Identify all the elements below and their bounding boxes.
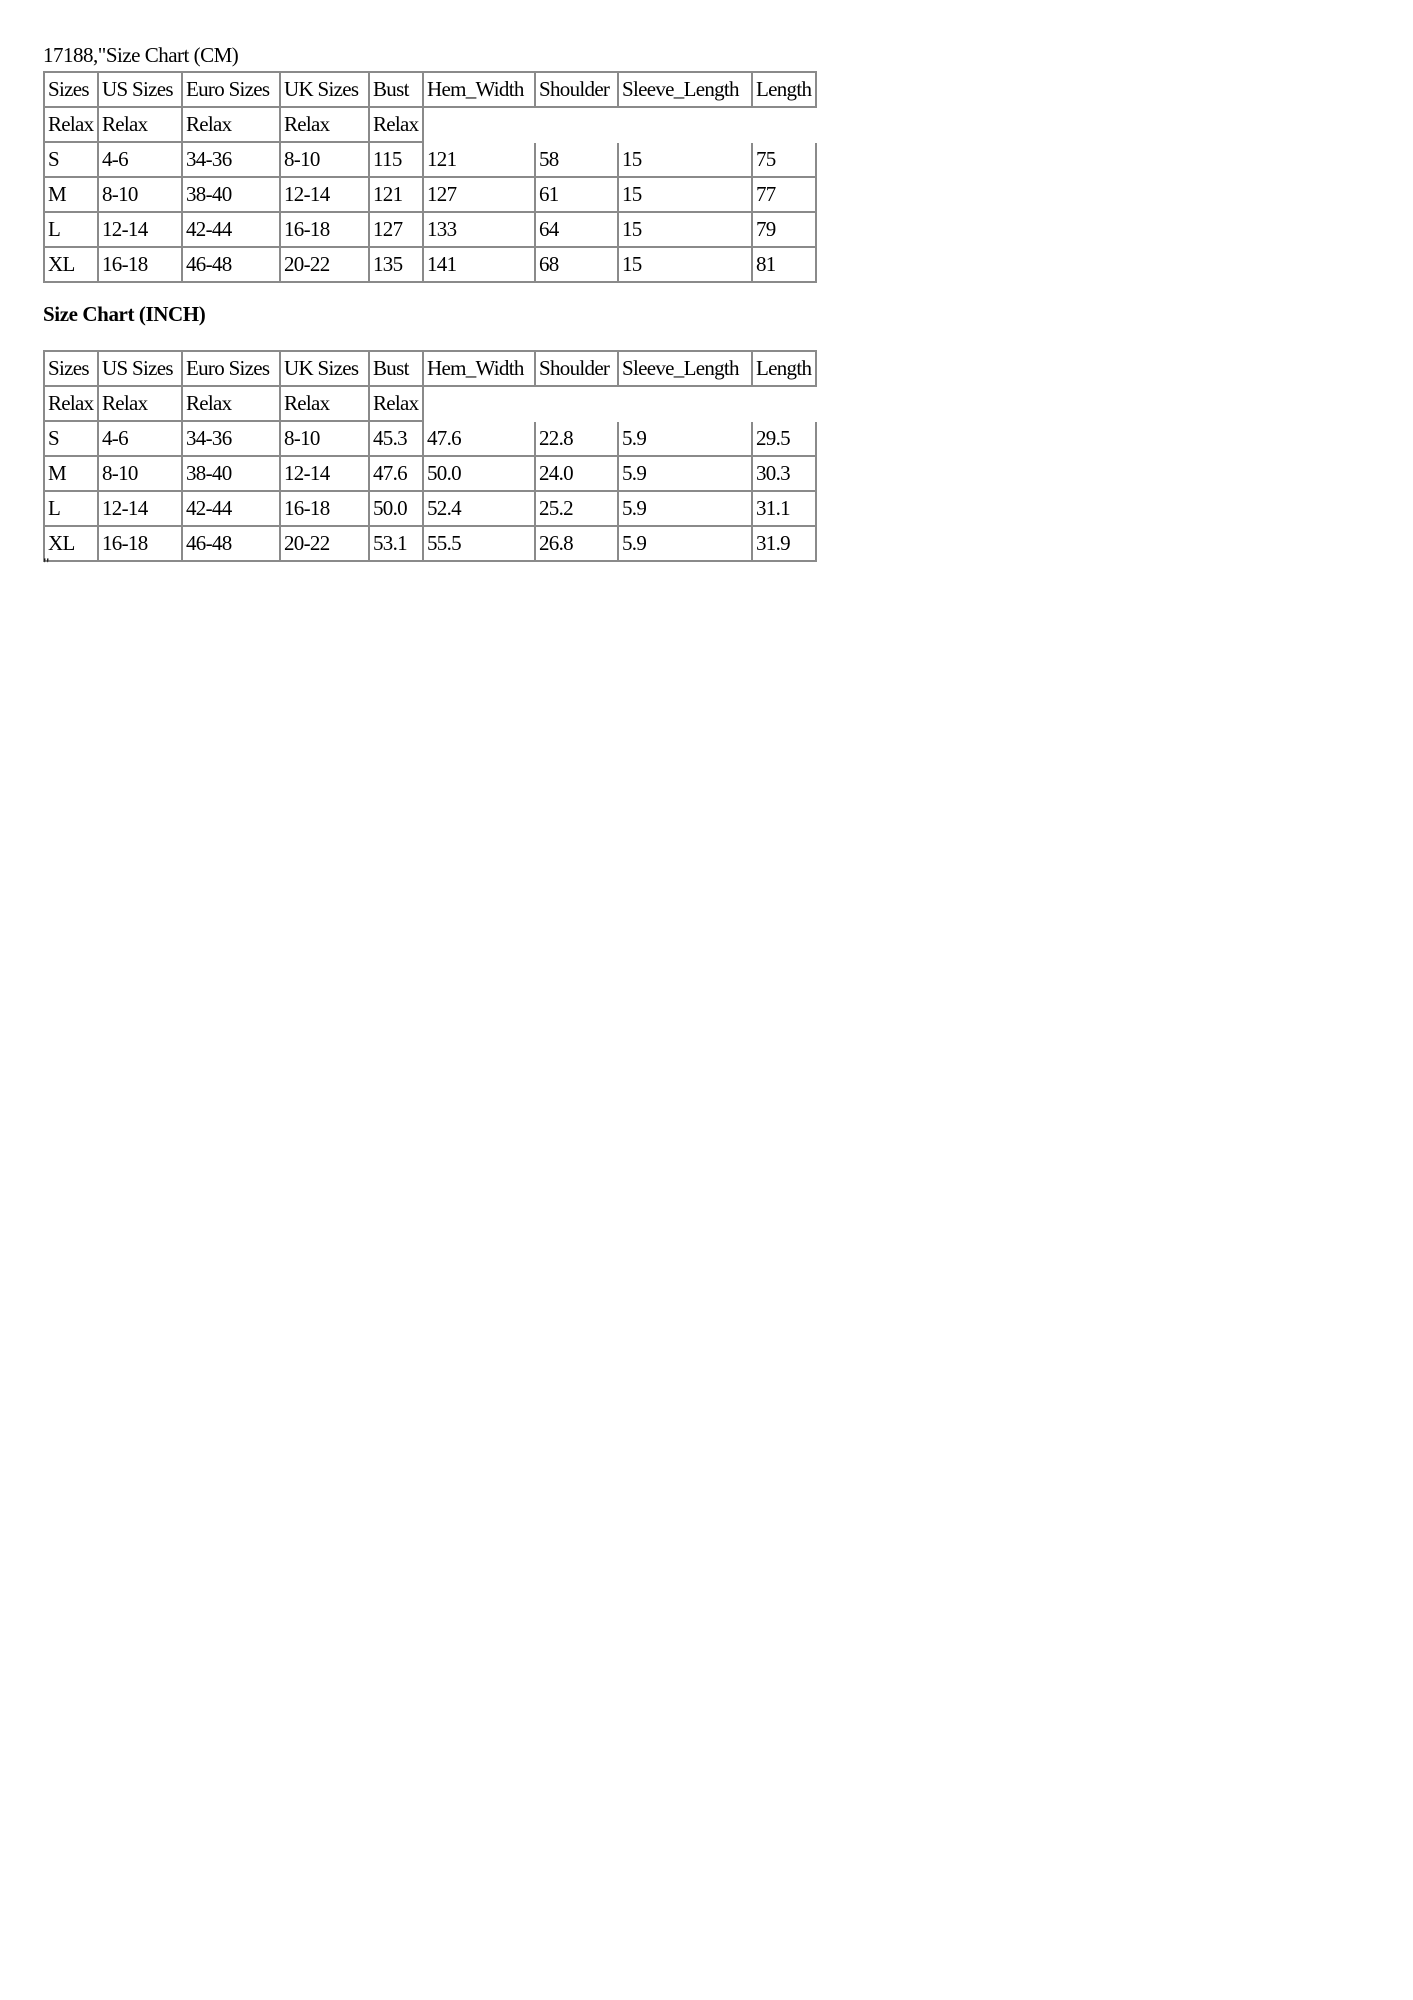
empty-cell [424,387,536,422]
relax-cell: Relax [183,108,281,143]
table-cell: L [45,492,99,527]
header-cell-sleeve-length: Sleeve_Length [619,73,753,108]
table-cell: M [45,457,99,492]
table-header-row [45,352,817,387]
table-cell: 16-18 [99,527,183,562]
table-cell: 127 [370,213,424,248]
header-cell-length: Length [753,352,817,387]
cm-size-chart-heading: 17188,"Size Chart (CM) [43,43,239,67]
table-cell: 42-44 [183,492,281,527]
table-cell: 24.0 [536,457,619,492]
header-cell-us-sizes: US Sizes [99,73,183,108]
table-cell: 30.3 [753,457,817,492]
table-cell: 133 [424,213,536,248]
table-cell: 34-36 [183,422,281,457]
table-cell: 31.9 [753,527,817,562]
table-cell: 34-36 [183,143,281,178]
table-cell: 64 [536,213,619,248]
relax-cell: Relax [183,387,281,422]
relax-row [45,387,817,422]
table-cell: 16-18 [281,213,370,248]
table-cell: 12-14 [99,492,183,527]
relax-cell: Relax [370,387,424,422]
table-cell: 16-18 [281,492,370,527]
table-cell: 15 [619,143,753,178]
table-cell: 8-10 [99,178,183,213]
table-cell: 12-14 [99,213,183,248]
table-cell: 4-6 [99,143,183,178]
table-cell: S [45,422,99,457]
table-row [45,457,817,492]
table-cell: XL [45,527,99,562]
empty-cell [753,387,817,422]
relax-cell: Relax [99,387,183,422]
header-cell-sizes: Sizes [45,352,99,387]
header-cell-bust: Bust [370,73,424,108]
table-cell: 12-14 [281,457,370,492]
table-cell: 135 [370,248,424,283]
table-cell: 42-44 [183,213,281,248]
header-cell-hem-width: Hem_Width [424,352,536,387]
table-cell: 26.8 [536,527,619,562]
table-header-row [45,73,817,108]
table-row [45,248,817,283]
empty-cell [424,108,536,143]
table-cell: 5.9 [619,527,753,562]
header-cell-euro-sizes: Euro Sizes [183,352,281,387]
table-cell: 61 [536,178,619,213]
table-cell: 141 [424,248,536,283]
relax-cell: Relax [370,108,424,143]
relax-cell: Relax [281,387,370,422]
table-cell: S [45,143,99,178]
closing-quote-mark: " [43,556,50,573]
table-cell: 47.6 [424,422,536,457]
relax-cell: Relax [45,387,99,422]
table-cell: 58 [536,143,619,178]
table-row [45,143,817,178]
header-cell-shoulder: Shoulder [536,352,619,387]
table-cell: 20-22 [281,527,370,562]
table-cell: 8-10 [281,143,370,178]
header-cell-uk-sizes: UK Sizes [281,352,370,387]
table-cell: 53.1 [370,527,424,562]
table-cell: 4-6 [99,422,183,457]
table-row [45,422,817,457]
header-cell-sleeve-length: Sleeve_Length [619,352,753,387]
table-cell: 50.0 [370,492,424,527]
table-cell: 46-48 [183,527,281,562]
relax-cell: Relax [99,108,183,143]
header-cell-shoulder: Shoulder [536,73,619,108]
header-cell-sizes: Sizes [45,73,99,108]
table-cell: 77 [753,178,817,213]
header-cell-us-sizes: US Sizes [99,352,183,387]
relax-row [45,108,817,143]
table-cell: 75 [753,143,817,178]
header-cell-hem-width: Hem_Width [424,73,536,108]
table-cell: 115 [370,143,424,178]
table-cell: 15 [619,248,753,283]
table-cell: 5.9 [619,492,753,527]
table-row [45,178,817,213]
table-cell: 55.5 [424,527,536,562]
empty-cell [536,108,619,143]
table-cell: 16-18 [99,248,183,283]
table-cell: 12-14 [281,178,370,213]
empty-cell [536,387,619,422]
empty-cell [619,108,753,143]
table-cell: M [45,178,99,213]
table-cell: 38-40 [183,178,281,213]
table-cell: 50.0 [424,457,536,492]
table-cell: 121 [424,143,536,178]
table-cell: 127 [424,178,536,213]
inch-size-table [43,350,817,562]
table-cell: 38-40 [183,457,281,492]
header-cell-euro-sizes: Euro Sizes [183,73,281,108]
relax-cell: Relax [45,108,99,143]
table-cell: 22.8 [536,422,619,457]
inch-size-chart-heading: Size Chart (INCH) [43,302,206,326]
table-cell: 5.9 [619,457,753,492]
table-cell: XL [45,248,99,283]
empty-cell [619,387,753,422]
table-cell: 5.9 [619,422,753,457]
cm-size-table [43,71,817,283]
table-row [45,492,817,527]
table-cell: 121 [370,178,424,213]
table-cell: 8-10 [281,422,370,457]
table-cell: 79 [753,213,817,248]
table-cell: 68 [536,248,619,283]
table-cell: 25.2 [536,492,619,527]
table-cell: 15 [619,178,753,213]
empty-cell [753,108,817,143]
table-cell: 52.4 [424,492,536,527]
table-cell: L [45,213,99,248]
header-cell-length: Length [753,73,817,108]
table-cell: 46-48 [183,248,281,283]
table-cell: 20-22 [281,248,370,283]
table-cell: 47.6 [370,457,424,492]
table-cell: 31.1 [753,492,817,527]
header-cell-uk-sizes: UK Sizes [281,73,370,108]
table-cell: 15 [619,213,753,248]
table-cell: 45.3 [370,422,424,457]
relax-cell: Relax [281,108,370,143]
table-row [45,527,817,562]
table-cell: 81 [753,248,817,283]
table-cell: 8-10 [99,457,183,492]
header-cell-bust: Bust [370,352,424,387]
table-row [45,213,817,248]
table-cell: 29.5 [753,422,817,457]
